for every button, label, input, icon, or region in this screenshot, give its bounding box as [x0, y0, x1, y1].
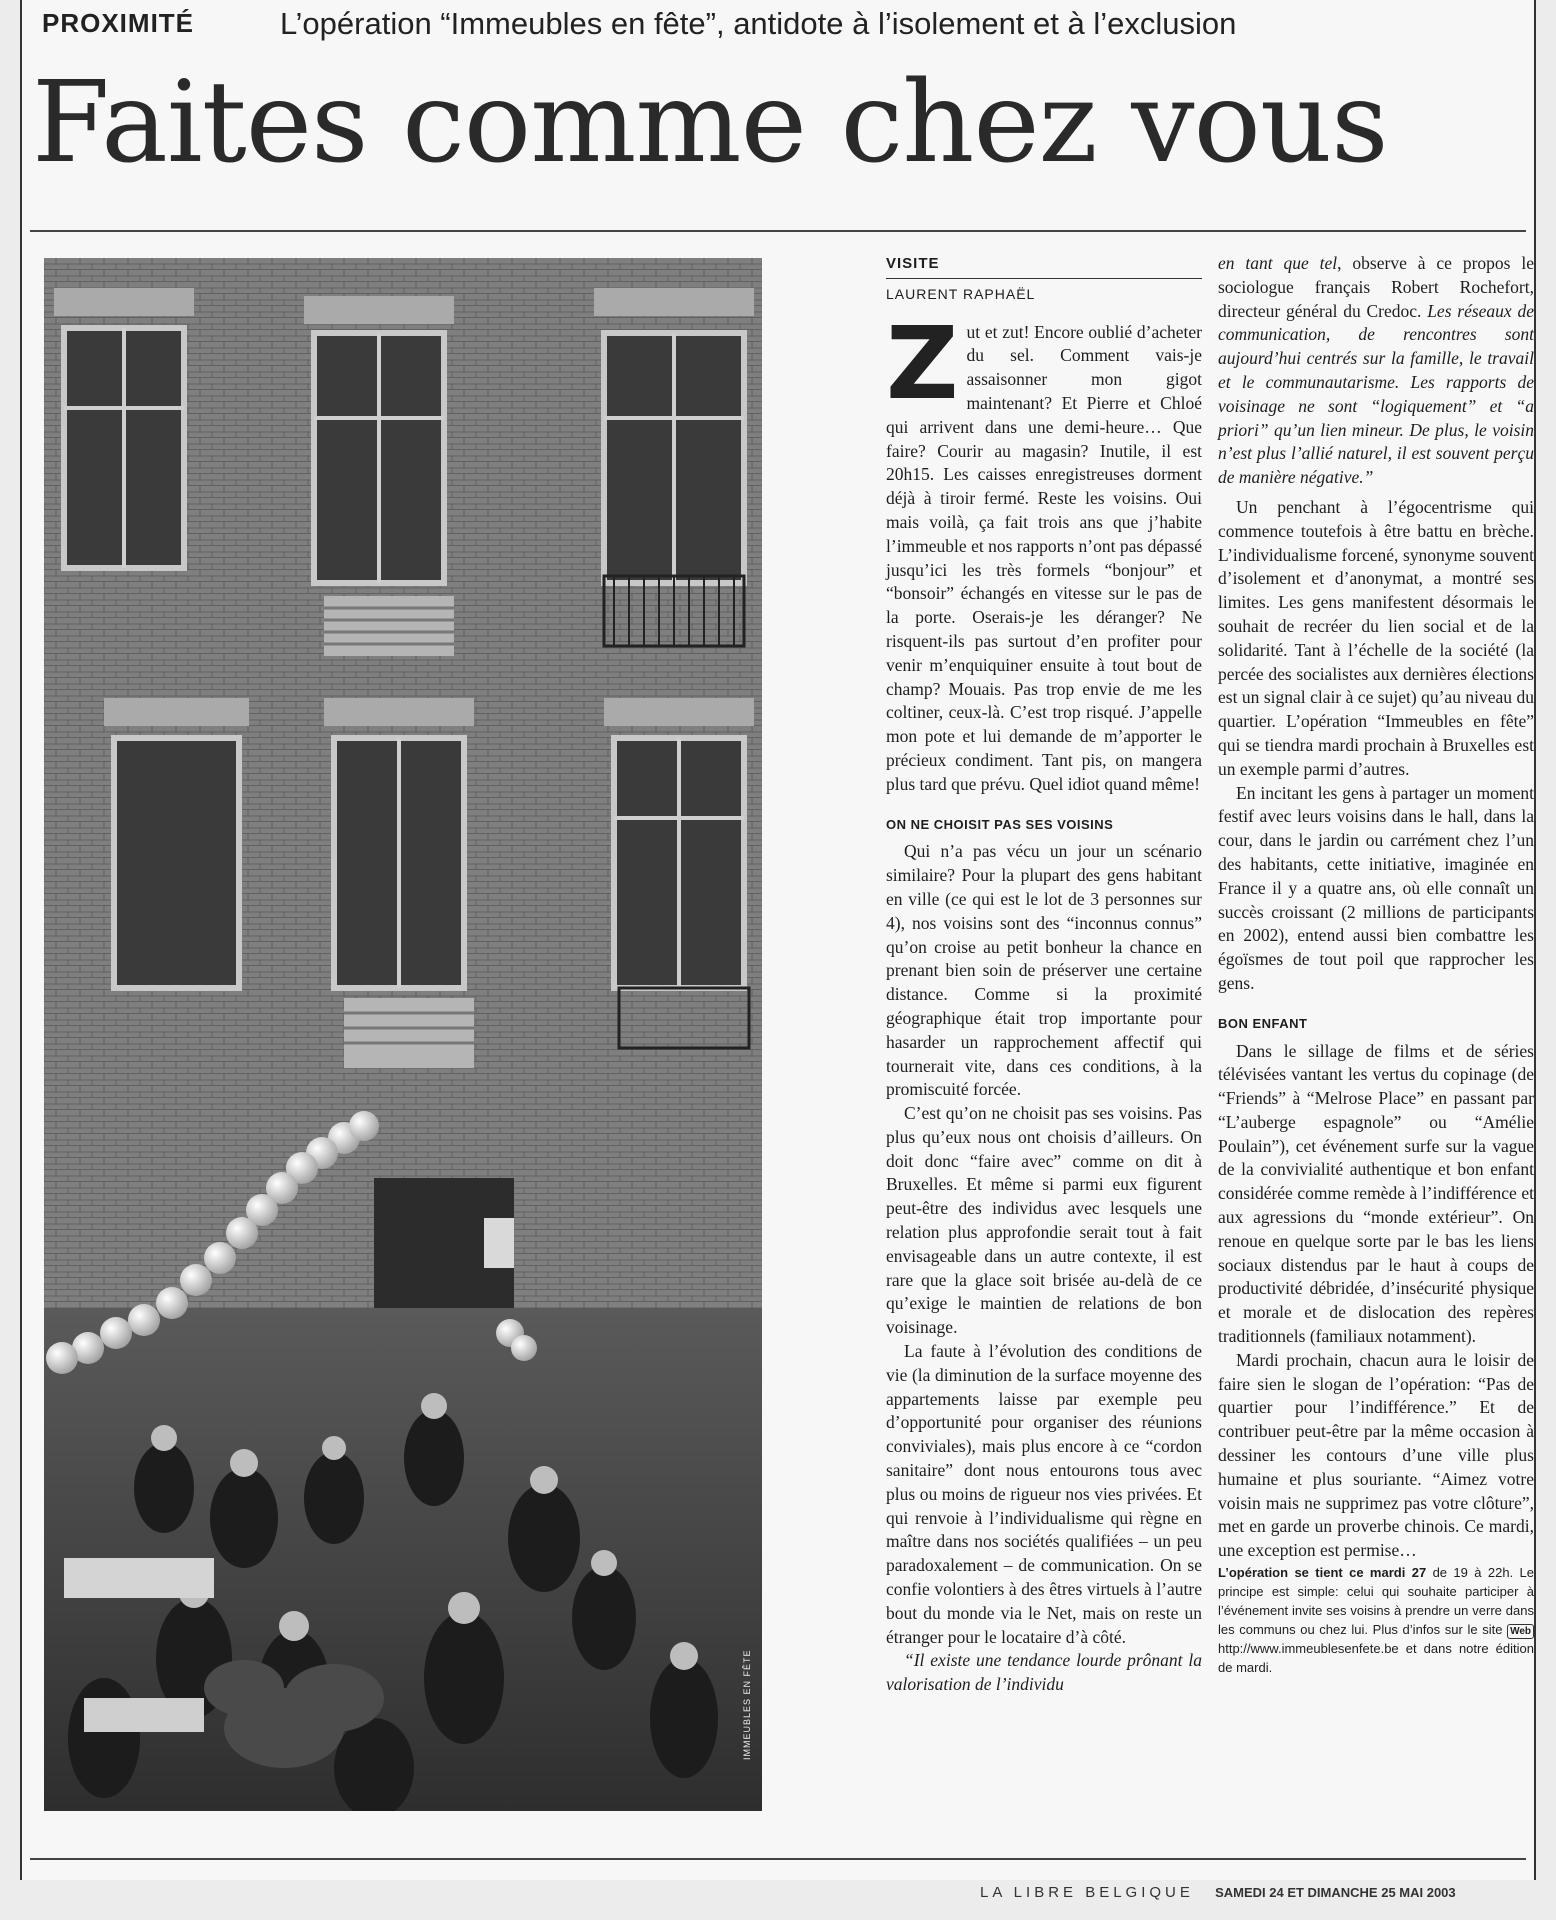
rubric: VISITE	[886, 252, 1202, 279]
courtyard-party-photo	[44, 258, 762, 1811]
web-icon: Web	[1507, 1624, 1534, 1639]
section-kicker: PROXIMITÉ	[42, 8, 195, 38]
article-column-1	[886, 252, 1202, 1697]
headline-rule	[30, 230, 1526, 232]
paragraph-5-quote: “Il existe une tendance lourde prônant la valorisation de l’individu	[886, 1650, 1202, 1695]
page-footer	[980, 1884, 1456, 1901]
photo-credit: IMMEUBLES EN FÊTE	[742, 1649, 752, 1760]
paragraph-8: Dans le sillage de films et de séries télévisées vantant les vertus du copinage (de “Friends” à “Melrose Place” en passant par “L’auberge espagnole” ou “Amélie Poulain”), cet événement surfe sur la vague de la convivialité authentique et bon enfant considérée comme remède à l’indifférence et aux agressions du “monde extérieur”. On renoue en quelque sorte par le bas les liens sociaux distendus par le haut à coups de productivité débridée, d’insécurité physique et morale et de dislocation des repères traditionnels (familiaux notamment).	[1218, 1040, 1534, 1347]
newspaper-page	[20, 0, 1536, 1880]
publication-name: LA LIBRE BELGIQUE	[980, 1884, 1194, 1901]
subhead-bon-enfant: BON ENFANT	[1218, 1015, 1308, 1031]
paragraph-2: Qui n’a pas vécu un jour un scénario similaire? Pour la plupart des gens habitant en ville (ce qui est le lot de 3 personnes sur 4), nos voisins sont des “inconnus connus” qu’on croise au petit bonheur la chance en prenant bien soin de préserver une certaine distance. Comme si la proximité géographique était trop importante pour hasarder un rapprochement affectif qui tournerait vite, dans ces conditions, à la promiscuité forcée.	[886, 841, 1202, 1100]
article-column-2	[1218, 252, 1534, 1677]
deck-line: L’opération “Immeubles en fête”, antidote à l’isolement et à l’exclusion	[280, 6, 1237, 41]
byline: LAURENT RAPHAËL	[886, 285, 1036, 302]
info-box: L’opération se tient ce mardi 27 de 19 à 22h. Le principe est simple: celui qui souhaite participer à l’événement invite ses voisins à prendre un verre dans les communs ou chez lui. Plus d’infos sur le site Web http://www.immeublesenfete.be et dans notre édition de mardi.	[1218, 1565, 1534, 1676]
headline: Faites comme chez vous	[32, 58, 1388, 188]
drop-cap: Z	[886, 304, 959, 422]
publication-date: SAMEDI 24 ET DIMANCHE 25 MAI 2003	[1215, 1885, 1456, 1900]
paragraph-1: Zut et zut! Encore oublié d’acheter du sel. Comment vais-je assaisonner mon gigot maintenant? Et Pierre et Chloé qui arrivent dans une demi-heure… Que faire? Courir au magasin? Inutile, il est 20h15. Les caisses enregistreuses dorment déjà à tiroir fermé. Reste les voisins. Oui mais voilà, ça fait trois ans que j’habite l’immeuble et nos rapports n’ont pas dépassé jusqu’ici les très formels “bonjour” et “bonsoir” échangés en vitesse sur le pas de la porte. Oserais-je les déranger? Ne risquent-ils pas surtout d’en profiter pour venir m’enquiquiner ensuite à tout bout de champ? Mouais. Pas trop envie de me les coltiner, ceux-là. C’est trop risqué. J’appelle mon pote et lui demande de m’apporter le précieux condiment. Tant pis, on mangera plus tard que prévu. Quel idiot quand même!	[886, 304, 1202, 794]
paragraph-4: La faute à l’évolution des conditions de vie (la diminution de la surface moyenne des appartements laisse par exemple peu d’opportunité pour organiser des réunions conviviales), mais plus encore à ce “cordon sanitaire” dont nous entourons tous avec plus ou moins de rigueur nos vies privées. Et qui renvoie à l’individualisme qui règne en maître dans nos sociétés qualifiées – un peu paradoxalement – de communication. On se confie volontiers à des êtres virtuels à l’autre bout du monde via le Net, mais on reste un étranger pour le locataire d’à côté.	[886, 1341, 1202, 1647]
paragraph-3: C’est qu’on ne choisit pas ses voisins. Pas plus qu’eux nous ont choisis d’ailleurs. On doit donc “faire avec” comme on dit à Bruxelles. Et même si parmi eux figurent peut-être des individus avec lesquels une relation plus approfondie serait tout à fait envisageable dans un autre contexte, il est rare que la glace soit brisée au-delà de ce qu’exige le maintien de relations de bon voisinage.	[886, 1103, 1202, 1338]
paragraph-6: Un penchant à l’égocentrisme qui commence toutefois à être battu en brèche. L’individualisme forcené, synonyme souvent d’isolement et d’anonymat, a montré ses limites. Les gens manifestent désormais le souhait de recréer du lien social et de la solidarité. Tant à l’échelle de la société (la percée des socialistes aux dernières élections est un signal clair à ce sujet) qu’au niveau du quartier. L’opération “Immeubles en fête” qui se tiendra mardi prochain à Bruxelles est un exemple parmi d’autres.	[1218, 496, 1534, 779]
paragraph-7: En incitant les gens à partager un moment festif avec leurs voisins dans le hall, dans la cour, dans le jardin ou carrément chez l’un des habitants, cette initiative, imaginée en France il y a quatre ans, où elle connaît un succès croissant (2 millions de participants en 2002), entend aussi bien combattre les égoïsmes de tout poil que rapprocher les gens.	[1218, 782, 1534, 993]
paragraph-5-continued: en tant que tel, observe à ce propos le sociologue français Robert Rochefort, directeur général du Credoc. Les réseaux de communication, de rencontres sont aujourd’hui centrés sur la famille, le travail et le communautarisme. Les rapports de voisinage ne sont “logiquement” et “a priori” qu’un lien mineur. De plus, le voisin n’est plus l’allié naturel, il est souvent perçu de manière négative.”	[1218, 253, 1534, 488]
subhead-voisins: ON NE CHOISIT PAS SES VOISINS	[886, 816, 1114, 832]
paragraph-9: Mardi prochain, chacun aura le loisir de faire sien le slogan de l’opération: “Pas de quartier pour l’indifférence.” Et de contribuer peut-être par la même occasion à dessiner les contours d’une ville plus humaine et plus souriante. “Aimez votre voisin mais ne supprimez pas votre clôture”, met en garde un proverbe chinois. Ce mardi, une exception est permise…	[1218, 1349, 1534, 1561]
footer-rule	[30, 1858, 1526, 1860]
